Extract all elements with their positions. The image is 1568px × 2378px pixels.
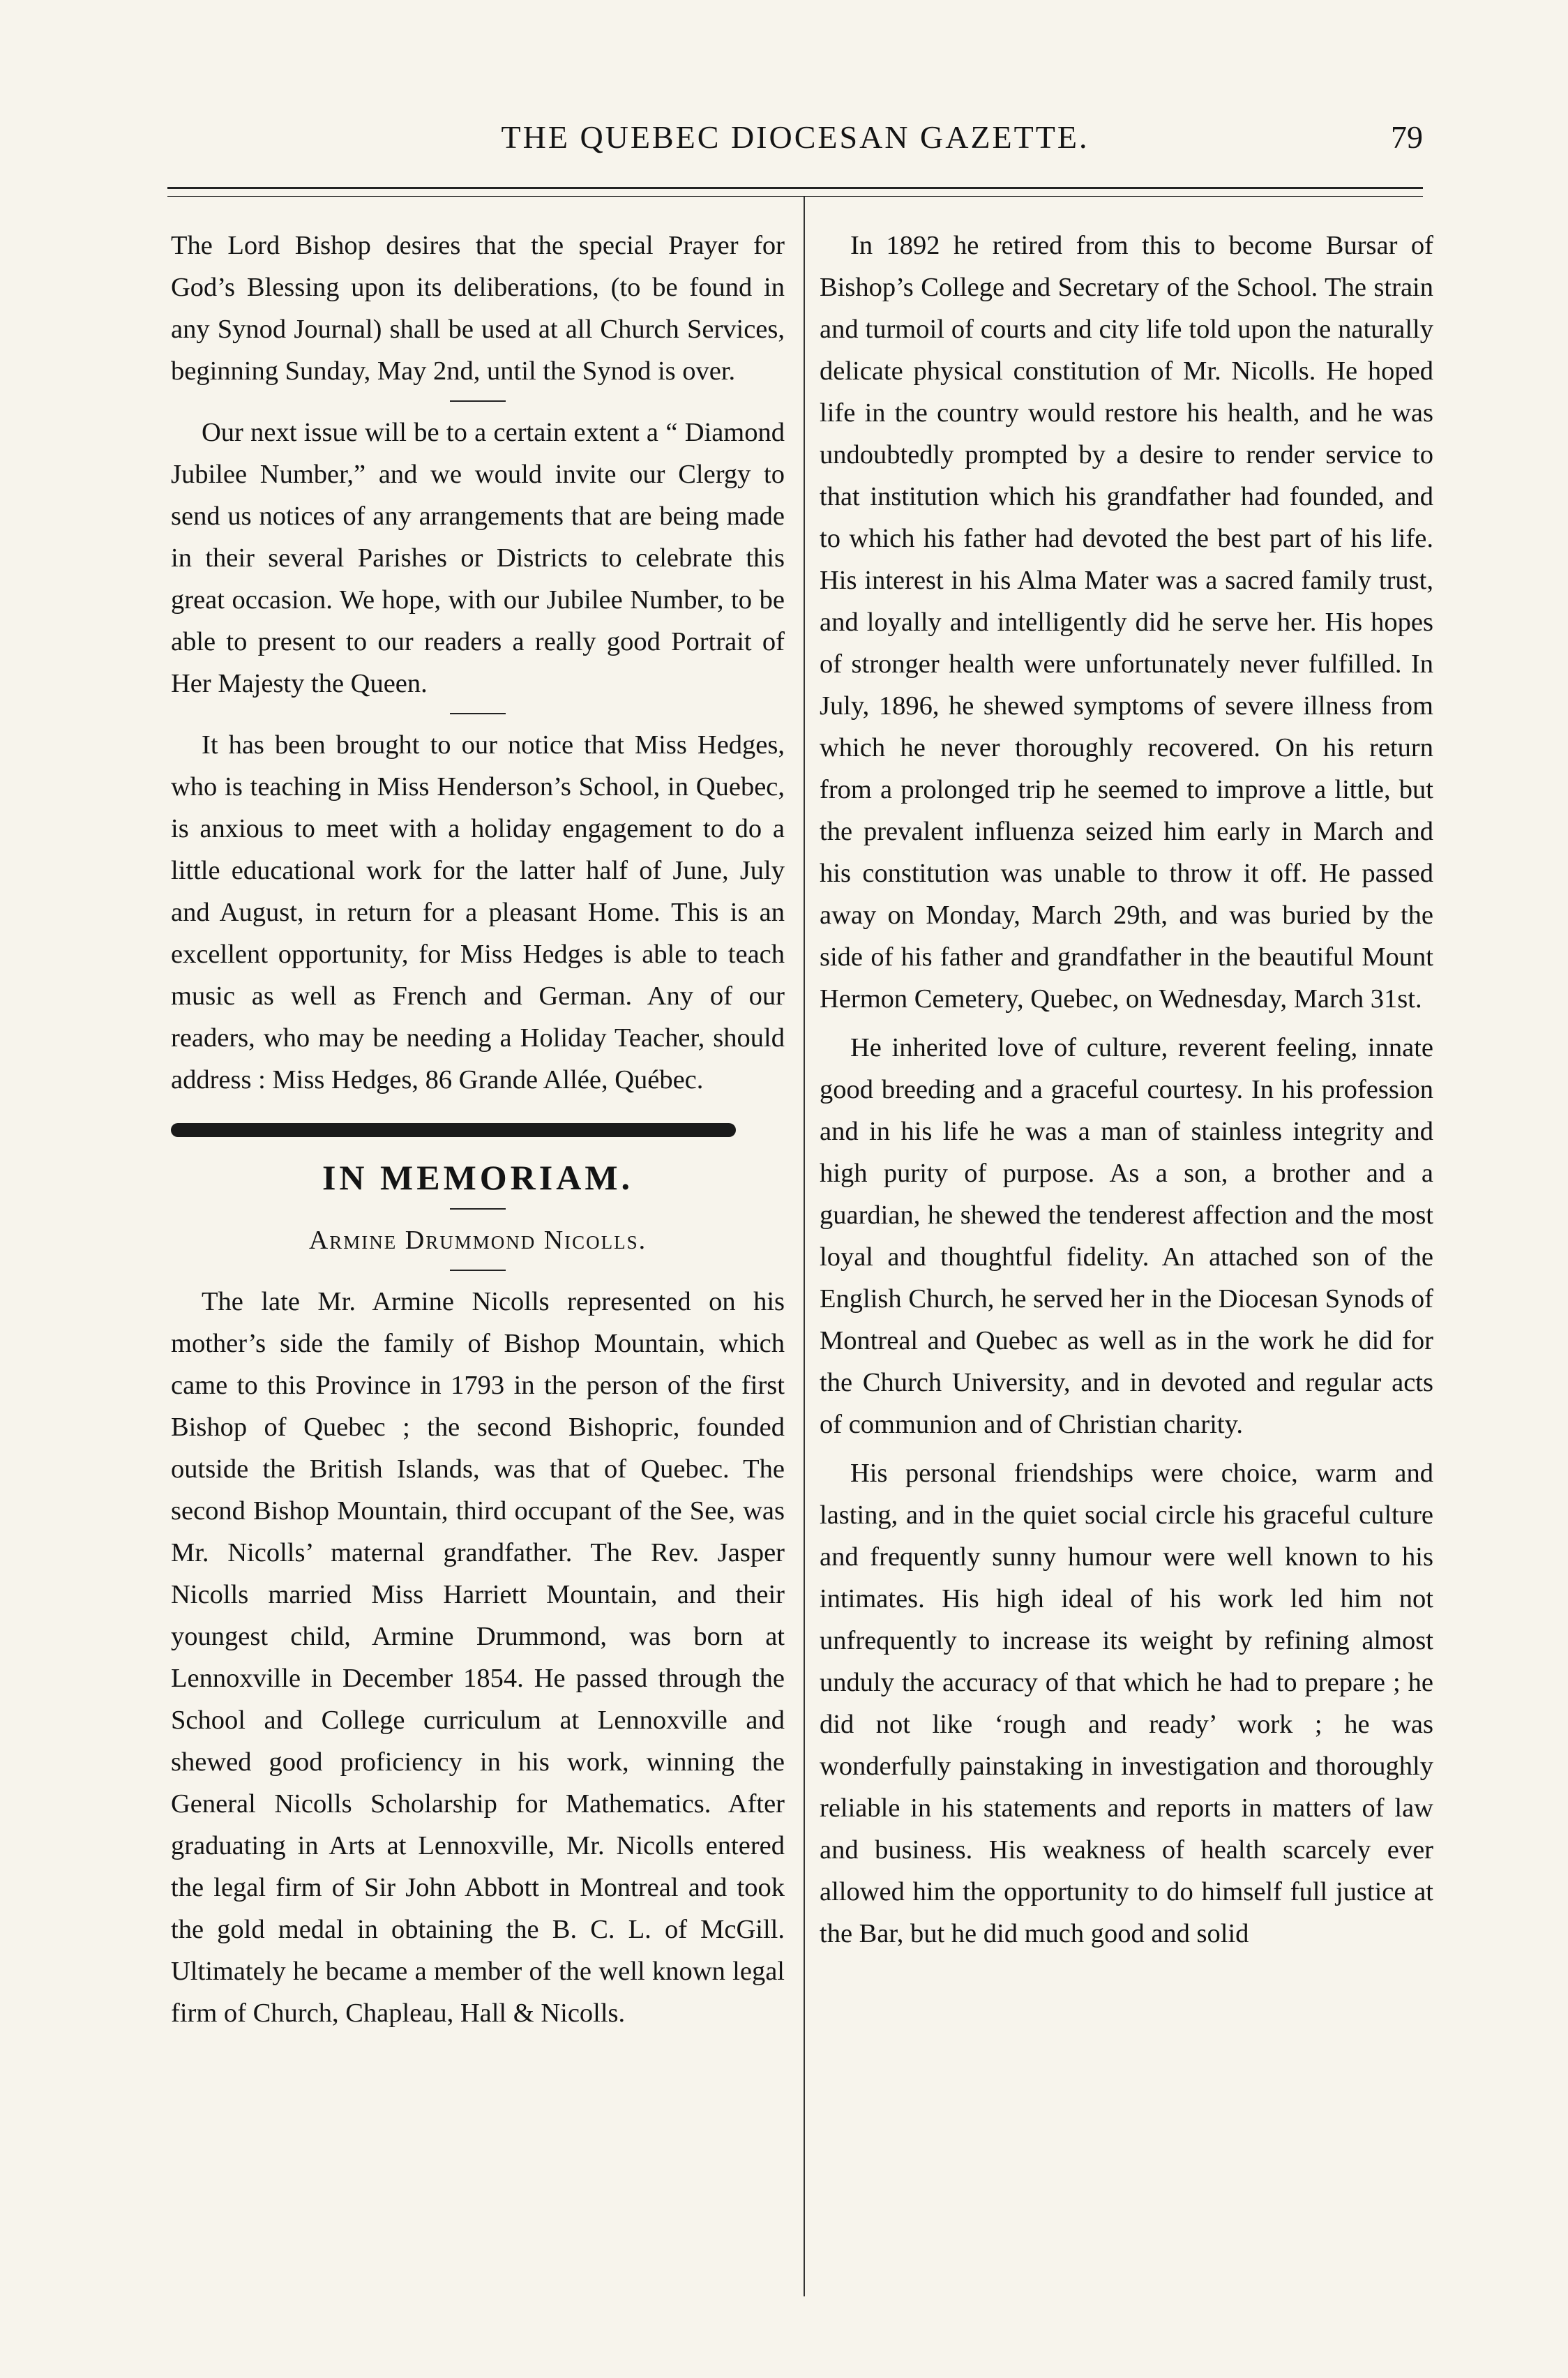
synod-prayer-notice: The Lord Bishop desires that the special Prayer for God’s Blessing upon its deliberations, (to be found in any Synod Journal) shall be used at all Church Services, beginning Sunday, May 2nd, until the Synod is over.	[171, 231, 785, 386]
page-number: 79	[1391, 119, 1423, 155]
jubilee-number-notice: Our next issue will be to a certain extent a “ Diamond Jubilee Number,” and we would invite our Clergy to send us notices of any arrangements that are being made in their several Parishes or Districts to celebrate this great occasion. We hope, with our Jubilee Number, to be able to present to our readers a really good Portrait of Her Majesty the Queen.	[171, 418, 785, 698]
section-separator	[450, 1270, 506, 1271]
header-double-rule	[167, 187, 1423, 197]
obituary-paragraph-3: He inherited love of culture, reverent feeling, innate good breeding and a graceful courtesy. In his profession and in his life he was a man of stainless integrity and high purity of purpose. As a son, a brother and a guardian, he shewed the tenderest affection and the most loyal and thoughtful fidelity. An attached son of the English Church, he served her in the Diocesan Synods of Montreal and Quebec as well as in the work he did for the Church University, and in devoted and regular acts of communion and of Christian charity.	[820, 1033, 1433, 1439]
memoriam-subject: Armine Drummond Nicolls.	[308, 1226, 647, 1255]
page-header	[167, 119, 1423, 167]
column-divider	[804, 197, 805, 2296]
miss-hedges-notice: It has been brought to our notice that Miss Hedges, who is teaching in Miss Henderson’s School, in Quebec, is anxious to meet with a holiday engagement to do a little educational work for the latter half of June, July and August, in return for a pleasant Home. This is an excellent opportunity, for Miss Hedges is able to teach music as well as French and German. Any of our readers, who may be needing a Holiday Teacher, should address : Miss Hedges, 86 Grande Allée, Québec.	[171, 730, 785, 1094]
left-column	[171, 225, 785, 2034]
obituary-paragraph-2: In 1892 he retired from this to become Bursar of Bishop’s College and Secretary of the School. The strain and turmoil of courts and city life told upon the naturally delicate physical constitution of Mr. Nicolls. He hoped life in the country would restore his health, and he was undoubtedly prompted by a desire to render service to that institution which his grandfather had founded, and to which his father had devoted the best part of his life. His interest in his Alma Mater was a sacred family trust, and loyally and intelligently did he serve her. His hopes of stronger health were unfortunately never fulfilled. In July, 1896, he shewed symptoms of severe illness from which he never thoroughly recovered. On his return from a prolonged trip he seemed to improve a little, but the prevalent influenza seized him early in March and his constitution was unable to throw it off. He passed away on Monday, March 29th, and was buried by the side of his father and grandfather in the beautiful Mount Hermon Cemetery, Quebec, on Wednesday, March 31st.	[820, 231, 1433, 1014]
right-column	[820, 225, 1433, 1955]
memoriam-heading: IN MEMORIAM.	[322, 1158, 634, 1197]
section-separator	[450, 713, 506, 714]
section-separator	[450, 400, 506, 402]
heavy-rule	[171, 1123, 736, 1137]
section-separator	[450, 1208, 506, 1210]
obituary-paragraph-1: The late Mr. Armine Nicolls represented on his mother’s side the family of Bishop Mountain, which came to this Province in 1793 in the person of the first Bishop of Quebec ; the second Bishopric, founded outside the British Islands, was that of Quebec. The second Bishop Mountain, third occupant of the See, was Mr. Nicolls’ maternal grandfather. The Rev. Jasper Nicolls married Miss Harriett Mountain, and their youngest child, Armine Drummond, was born at Lennoxville in December 1854. He passed through the School and College curriculum at Lennoxville and shewed good proficiency in his work, winning the General Nicolls Scholarship for Mathematics. After graduating in Arts at Lennoxville, Mr. Nicolls entered the legal firm of Sir John Abbott in Montreal and took the gold medal in obtaining the B. C. L. of McGill. Ultimately he became a member of the well known legal firm of Church, Chapleau, Hall & Nicolls.	[171, 1287, 785, 2028]
running-title: THE QUEBEC DIOCESAN GAZETTE.	[501, 119, 1090, 155]
obituary-paragraph-4: His personal friendships were choice, warm and lasting, and in the quiet social circle his graceful culture and frequently sunny humour were well known to his intimates. His high ideal of his work led him not unfrequently to increase its weight by refining almost unduly the accuracy of that which he had to prepare ; he did not like ‘rough and ready’ work ; he was wonderfully painstaking in investigation and thoroughly reliable in his statements and reports in matters of law and business. His weakness of health scarcely ever allowed him the opportunity to do himself full justice at the Bar, but he did much good and solid	[820, 1459, 1433, 1948]
